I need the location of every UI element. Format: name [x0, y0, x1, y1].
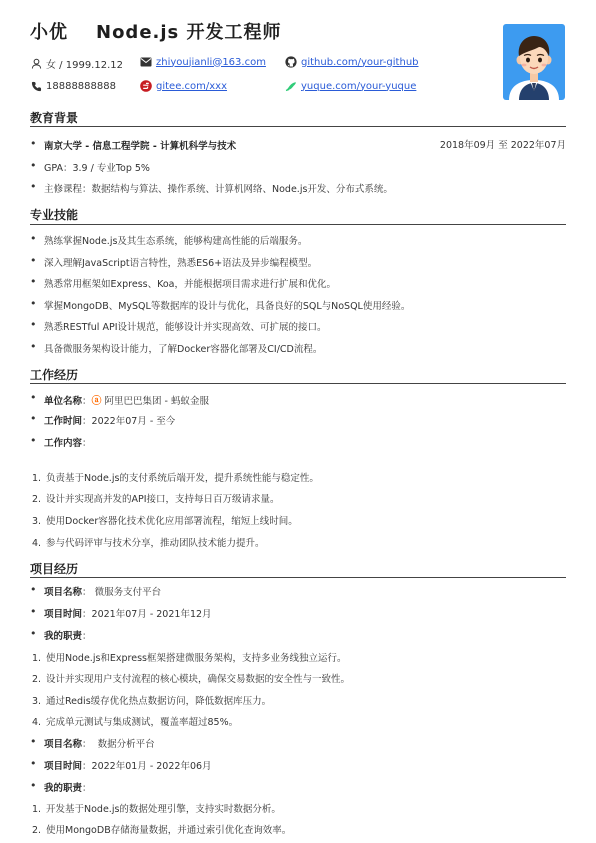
skill-item: • 熟练掌握Node.js及其生态系统，能够构建高性能的后端服务。	[30, 233, 570, 247]
skill-item: • 具备微服务架构设计能力，了解Docker容器化部署及CI/CD流程。	[30, 341, 570, 355]
work-item-text: 设计并实现高并发的API接口，支持每日百万级请求量。	[46, 494, 280, 505]
work-content-text: 工作内容	[44, 438, 83, 449]
project-item-text: 设计并实现用户支付流程的核心模块，确保交易数据的安全性与一致性。	[46, 674, 351, 685]
yuque-contact	[285, 80, 416, 92]
work-item	[30, 470, 570, 484]
project-item-text: 完成单元测试与集成测试，覆盖率超过85%。	[46, 717, 239, 728]
gender-birth-text: 女 / 1999.12.12	[46, 60, 123, 71]
work-item	[30, 513, 570, 527]
work-item-text: 负责基于Node.js的支付系统后端开发，提升系统性能与稳定性。	[46, 473, 319, 484]
work-item-text: 使用Docker容器化技术优化应用部署流程，缩短上线时间。	[46, 516, 298, 527]
work-divider	[30, 383, 566, 384]
education-heading: 教育背景	[30, 111, 79, 125]
project-time-label: 项目时间	[44, 609, 83, 620]
colon: ：	[82, 609, 92, 620]
item-number: 1.	[32, 804, 42, 815]
project-name-value: 微服务支付平台	[94, 587, 162, 598]
work-time-label: 工作时间	[44, 416, 83, 427]
colon: ：	[82, 416, 92, 427]
gitee-icon	[140, 80, 152, 92]
project-name-label: 项目名称	[44, 587, 83, 598]
gender-birth	[30, 56, 123, 71]
project-item	[30, 801, 570, 815]
education-courses: • 主修课程：数据结构与算法、操作系统、计算机网络、Node.js开发、分布式系统。	[30, 181, 570, 195]
avatar	[503, 24, 565, 100]
project-name-label: 项目名称	[44, 739, 83, 750]
duty-label-text: 我的职责	[44, 783, 83, 794]
item-number: 1.	[32, 653, 42, 664]
skills-heading: 专业技能	[30, 208, 79, 222]
person-icon	[30, 58, 42, 70]
project-item-text: 使用MongoDB存储海量数据，并通过索引优化查询效率。	[46, 825, 292, 836]
work-heading: 工作经历	[30, 368, 79, 382]
project-duty-label	[30, 628, 570, 642]
phone-icon	[30, 80, 42, 92]
skill-item: • 熟悉常用框架如Express、Koa，并能根据项目需求进行扩展和优化。	[30, 276, 570, 290]
school-text: 南京大学 - 信息工程学院 - 计算机科学与技术	[44, 141, 237, 152]
company-name: 阿里巴巴集团 - 蚂蚁金服	[104, 396, 209, 407]
person-name: 小优	[30, 22, 68, 43]
yuque-link[interactable]: yuque.com/your-yuque	[301, 80, 417, 92]
avatar-illustration	[503, 24, 565, 100]
project-time-value: 2022年01月 - 2022年06月	[91, 761, 212, 772]
item-number: 3.	[32, 516, 42, 527]
duty-label-text: 我的职责	[44, 631, 83, 642]
work-company	[30, 392, 570, 407]
project-item-text: 开发基于Node.js的数据处理引擎，支持实时数据分析。	[46, 804, 281, 815]
skills-divider	[30, 224, 566, 225]
project-time-label: 项目时间	[44, 761, 83, 772]
colon: ：	[82, 739, 92, 750]
mail-icon	[140, 56, 152, 68]
project-item-text: 通过Redis缓存优化热点数据访问，降低数据库压力。	[46, 696, 272, 707]
colon: ：	[82, 761, 92, 772]
github-link[interactable]: github.com/your-github	[301, 56, 419, 68]
item-number: 2.	[32, 674, 42, 685]
project-name	[30, 736, 570, 750]
education-divider	[30, 126, 566, 127]
resume-name	[30, 18, 282, 44]
project-time	[30, 758, 570, 772]
project-item	[30, 650, 570, 664]
work-time	[30, 413, 570, 427]
education-period: 2018年09月 至 2022年07月	[439, 140, 566, 151]
work-item-text: 参与代码评审与技术分享，推动团队技术能力提升。	[46, 538, 265, 549]
github-icon	[285, 56, 297, 68]
email-contact	[140, 56, 266, 68]
work-time-value: 2022年07月 - 至今	[91, 416, 176, 427]
project-duty-label	[30, 780, 570, 794]
item-number: 4.	[32, 717, 42, 728]
item-number: 4.	[32, 538, 42, 549]
item-number: 1.	[32, 473, 42, 484]
work-item	[30, 491, 570, 505]
project-name	[30, 584, 570, 598]
project-item-text: 使用Node.js和Express框架搭建微服务架构，支持多业务线独立运行。	[46, 653, 347, 664]
alibaba-logo-icon: ⓐ	[91, 396, 102, 407]
project-time	[30, 606, 570, 620]
projects-heading: 项目经历	[30, 562, 79, 576]
company-label: 单位名称	[44, 396, 83, 407]
item-number: 2.	[32, 825, 42, 836]
skill-item: • 掌握MongoDB、MySQL等数据库的设计与优化，具备良好的SQL与NoSQL使用经验。	[30, 298, 570, 312]
colon: ：	[82, 631, 92, 642]
work-content-label	[30, 435, 570, 449]
phone-contact	[30, 80, 116, 92]
education-gpa: • GPA：3.9 / 专业Top 5%	[30, 160, 570, 174]
project-name-value: 数据分析平台	[97, 739, 155, 750]
skill-item: • 深入理解JavaScript语言特性，熟悉ES6+语法及异步编程模型。	[30, 255, 570, 269]
github-contact	[285, 56, 419, 68]
phone-text: 18888888888	[46, 80, 116, 92]
project-item	[30, 693, 570, 707]
colon: ：	[82, 438, 92, 449]
colon: ：	[82, 783, 92, 794]
item-number: 3.	[32, 696, 42, 707]
project-time-value: 2021年07月 - 2021年12月	[91, 609, 212, 620]
projects-divider	[30, 577, 566, 578]
gitee-link[interactable]: gitee.com/xxx	[156, 80, 228, 92]
work-item	[30, 535, 570, 549]
item-number: 2.	[32, 494, 42, 505]
email-link[interactable]: zhiyoujianli@163.com	[156, 56, 266, 68]
project-item	[30, 671, 570, 685]
colon: ：	[82, 396, 92, 407]
yuque-icon	[285, 80, 297, 92]
project-item	[30, 714, 570, 728]
skill-item: • 熟悉RESTful API设计规范，能够设计并实现高效、可扩展的接口。	[30, 319, 570, 333]
job-title: Node.js 开发工程师	[96, 22, 282, 43]
project-item	[30, 822, 570, 836]
gitee-contact	[140, 80, 227, 92]
colon: ：	[82, 587, 92, 598]
